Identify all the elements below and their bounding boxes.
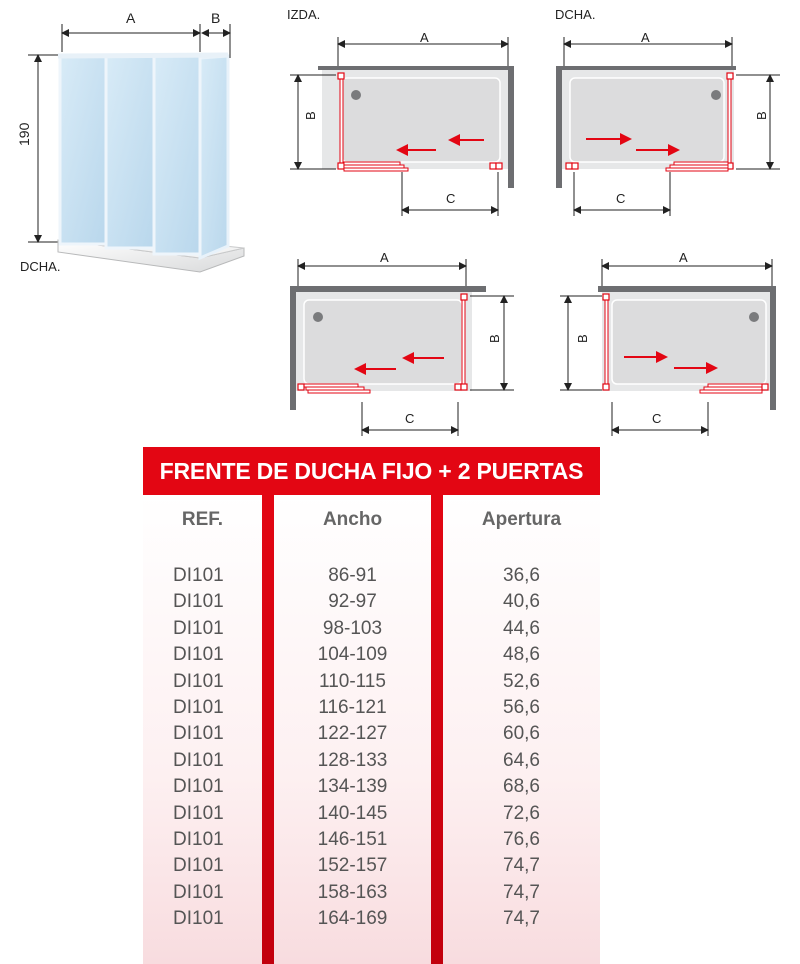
table-cell: DI101 [173,908,224,930]
column-apertura [443,495,600,964]
table-cell: 74,7 [503,855,540,877]
table-cell: 40,6 [503,591,540,613]
plan-1-label-a: A [420,30,429,45]
table-cell: DI101 [173,881,224,903]
plan-3-label-a: A [380,250,389,265]
table-cell: 140-145 [317,802,388,824]
table-cell: DI101 [173,723,224,745]
plan-3-label-c: C [405,411,415,426]
plan-4-label-c: C [652,411,662,426]
plan-2-label-b: B [754,111,769,120]
perspective-label-side: DCHA. [20,259,61,274]
perspective-label-a: A [126,10,136,26]
table-cell: DI101 [173,644,224,666]
plan-3-label-b: B [487,334,502,343]
plan-1-title: IZDA. [287,7,321,22]
table-cell: 158-163 [317,881,388,903]
perspective-label-b: B [211,10,221,26]
table-cell: 44,6 [503,617,540,639]
plan-3 [290,259,514,436]
column-header-ref: REF. [181,509,224,530]
table-cell: DI101 [173,670,224,692]
plan-izda [290,37,514,216]
column-ancho-values [274,563,431,932]
table-cell: 164-169 [317,908,388,930]
plan-dcha [556,37,780,216]
table-cell: DI101 [173,696,224,718]
table-cell: 152-157 [317,855,388,877]
table-cell: 110-115 [319,670,386,692]
plan-4 [560,259,776,436]
table-cell: 76,6 [503,828,540,850]
table-cell: 92-97 [328,591,377,613]
table-title-bar [143,447,600,495]
table-cell: 74,7 [503,881,540,903]
table-cell: DI101 [173,749,224,771]
column-separator [262,495,274,964]
table-cell: 134-139 [317,776,388,798]
column-ref [143,495,262,964]
table-cell: 52,6 [503,670,540,692]
plan-4-label-a: A [679,250,688,265]
plan-2-label-c: C [616,191,626,206]
side-glass-panel [200,56,228,258]
plan-2-label-a: A [641,30,650,45]
perspective-label-height: 190 [16,122,32,146]
table-cell: 104-109 [317,644,388,666]
plan-2-title: DCHA. [555,7,596,22]
column-separator [431,495,443,964]
column-header-apertura: Apertura [481,509,562,530]
table-cell: DI101 [173,855,224,877]
table-cell: DI101 [173,776,224,798]
plan-1-label-b: B [303,111,318,120]
table-cell: 116-121 [318,696,387,718]
table-cell: 128-133 [317,749,388,771]
table-cell: 72,6 [503,802,540,824]
table-cell: 36,6 [503,565,540,586]
table-cell: 98-103 [322,617,383,639]
front-glass-panel-2 [106,56,154,248]
table-cell: DI101 [173,591,224,613]
table-cell: DI101 [173,828,224,850]
column-apertura-values [443,563,600,932]
table-cell: 122-127 [317,723,388,745]
plan-4-label-b: B [575,334,590,343]
table-cell: 74,7 [503,908,540,930]
table-cell: DI101 [173,802,224,824]
table-cell: 86-91 [328,565,377,586]
front-glass-panel-3 [154,56,200,254]
table-cell: 146-151 [317,828,388,850]
column-ref-values [143,563,262,932]
column-header-ancho: Ancho [322,509,383,530]
table-cell: 68,6 [503,776,540,798]
spec-table [143,447,600,964]
perspective-view [28,24,244,272]
table-cell: DI101 [173,565,224,586]
table-cell: 48,6 [503,644,540,666]
front-glass-panel-1 [60,56,106,244]
table-cell: 64,6 [503,749,540,771]
column-ancho [274,495,431,964]
table-cell: DI101 [173,617,224,639]
diagrams-area [0,0,800,445]
table-cell: 56,6 [503,696,540,718]
table-title: FRENTE DE DUCHA FIJO + 2 PUERTAS [159,457,584,484]
plan-1-label-c: C [446,191,456,206]
table-cell: 60,6 [503,723,540,745]
